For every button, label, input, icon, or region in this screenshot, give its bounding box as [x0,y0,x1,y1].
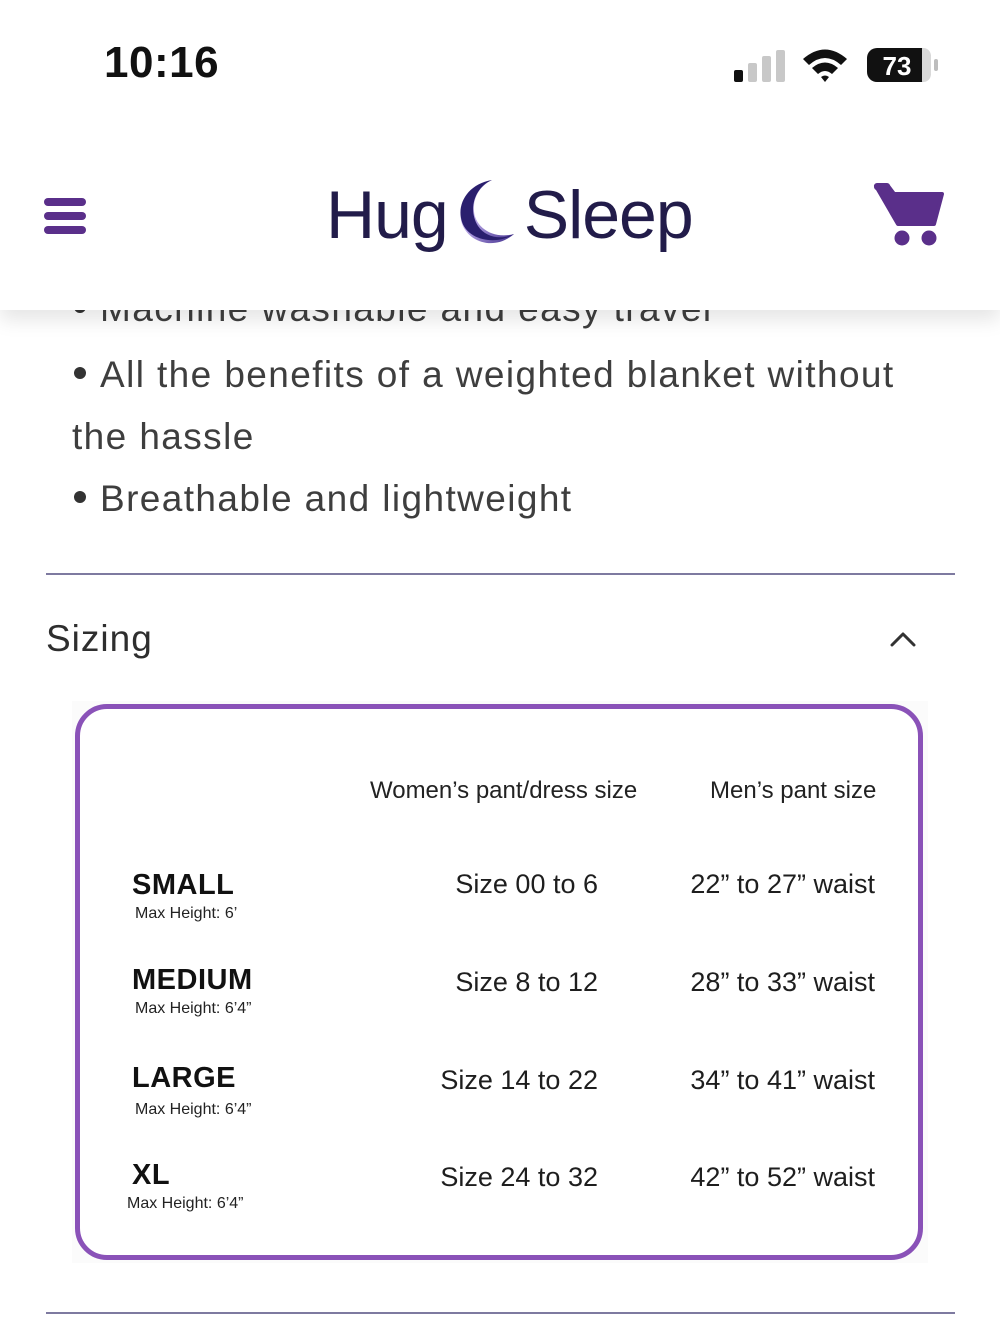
women-size: Size 24 to 32 [440,1162,598,1192]
size-max-height: Max Height: 6’4” [127,1195,244,1212]
size-max-height: Max Height: 6’4” [135,1000,252,1017]
size-label: LARGE [132,1062,236,1094]
bullet-dot [74,491,86,503]
column-header-women: Women’s pant/dress size [370,777,638,804]
size-label: XL [132,1159,171,1191]
feature-text: All the benefits of a weighted blanket without the hassle [72,354,895,457]
women-size: Size 00 to 6 [455,869,598,899]
women-size: Size 8 to 12 [455,967,598,997]
battery-icon [866,46,940,84]
size-chart-frame [75,704,923,1260]
wifi-icon [800,46,850,84]
feature-bullet [72,344,952,468]
size-max-height: Max Height: 6’4” [135,1101,252,1118]
men-size: 42” to 52” waist [690,1162,875,1192]
status-time: 10:16 [104,38,220,87]
hugsleep-logo[interactable] [326,170,693,260]
status-bar [0,0,1000,120]
sizing-accordion-toggle[interactable] [46,600,955,680]
women-size: Size 14 to 22 [440,1065,598,1095]
size-max-height: Max Height: 6’ [135,905,238,922]
accordion-title: Sizing [46,618,153,659]
site-header [0,120,1000,310]
size-label: MEDIUM [132,964,253,996]
feature-text: Breathable and lightweight [100,478,573,519]
bullet-dot [74,367,86,379]
logo-text-hug: Hug [326,177,448,253]
shopping-cart-icon[interactable] [872,180,946,250]
size-chart-image [72,701,928,1263]
men-size: 34” to 41” waist [690,1065,875,1095]
battery-level-text: 73 [882,51,912,81]
size-label: SMALL [132,869,235,901]
feature-bullet [72,468,952,530]
men-size: 28” to 33” waist [690,967,875,997]
men-size: 22” to 27” waist [690,869,875,899]
chevron-up-icon [889,630,917,648]
section-divider [46,573,955,575]
section-divider [46,1312,955,1314]
logo-text-sleep: Sleep [523,177,693,253]
crescent-moon-icon [452,176,518,248]
column-header-men: Men’s pant size [710,777,877,804]
cellular-signal-icon [734,50,786,82]
hamburger-menu-icon[interactable] [44,198,86,234]
